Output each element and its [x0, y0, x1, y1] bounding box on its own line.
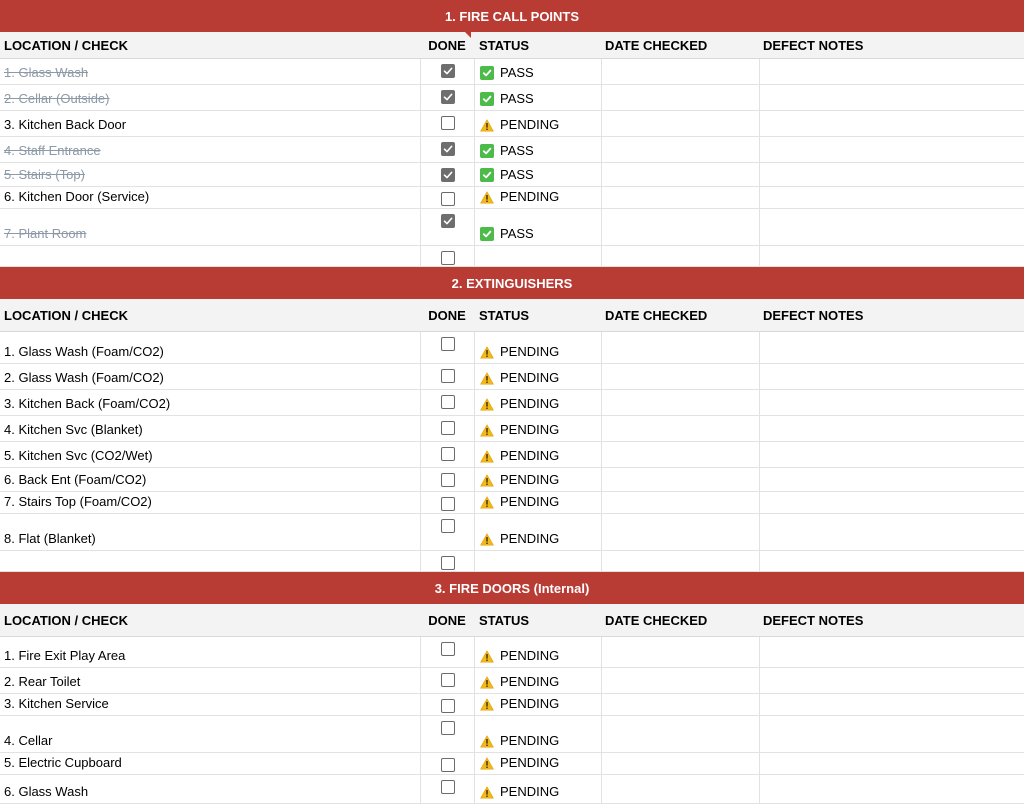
done-checkbox[interactable] — [441, 699, 455, 713]
status-label: PENDING — [500, 696, 560, 711]
date-checked-cell[interactable] — [601, 137, 759, 162]
location-label: 6. Kitchen Door (Service) — [4, 189, 150, 204]
status-label: PENDING — [500, 472, 560, 487]
done-cell[interactable] — [420, 163, 474, 186]
done-checkbox[interactable] — [441, 337, 455, 351]
status-cell[interactable] — [474, 390, 601, 415]
defect-notes-cell[interactable] — [759, 246, 1024, 266]
defect-notes-cell[interactable] — [759, 468, 1024, 491]
date-checked-cell[interactable] — [601, 209, 759, 245]
status-label: PENDING — [500, 674, 560, 689]
status-label: PASS — [500, 65, 534, 80]
defect-notes-cell[interactable] — [759, 637, 1024, 667]
defect-notes-cell[interactable] — [759, 668, 1024, 693]
table-row — [0, 390, 1024, 416]
status-cell[interactable] — [474, 514, 601, 550]
done-cell[interactable] — [420, 468, 474, 491]
table-row — [0, 468, 1024, 492]
defect-notes-cell[interactable] — [759, 332, 1024, 363]
status-label: PENDING — [500, 733, 560, 748]
warning-icon — [480, 785, 494, 799]
date-checked-cell[interactable] — [601, 111, 759, 136]
location-label: 1. Glass Wash — [4, 65, 89, 80]
column-header-date: DATE CHECKED — [605, 307, 708, 323]
column-header-status: STATUS — [479, 612, 530, 628]
date-checked-cell[interactable] — [601, 364, 759, 389]
defect-notes-cell[interactable] — [759, 716, 1024, 752]
location-label: 5. Electric Cupboard — [4, 755, 122, 770]
date-checked-cell[interactable] — [601, 59, 759, 84]
done-cell[interactable] — [420, 753, 474, 774]
warning-icon — [480, 649, 494, 663]
date-checked-cell[interactable] — [601, 492, 759, 513]
warning-icon — [480, 697, 494, 711]
status-cell[interactable] — [474, 59, 601, 84]
date-checked-cell[interactable] — [601, 442, 759, 467]
location-label: 2. Rear Toilet — [4, 674, 81, 689]
location-cell[interactable] — [0, 694, 420, 715]
status-label: PASS — [500, 143, 534, 158]
location-cell[interactable] — [0, 416, 420, 441]
status-cell[interactable] — [474, 468, 601, 491]
date-checked-cell[interactable] — [601, 468, 759, 491]
column-header-location: LOCATION / CHECK — [4, 307, 128, 323]
table-row — [0, 187, 1024, 209]
location-label: 6. Back Ent (Foam/CO2) — [4, 472, 147, 487]
defect-notes-cell[interactable] — [759, 775, 1024, 803]
table-row — [0, 716, 1024, 753]
date-checked-cell[interactable] — [601, 416, 759, 441]
location-label: 3. Kitchen Service — [4, 696, 109, 711]
status-cell[interactable] — [474, 694, 601, 715]
warning-icon — [480, 756, 494, 770]
column-header-location: LOCATION / CHECK — [4, 612, 128, 628]
column-header-done: DONE — [428, 612, 466, 628]
location-cell[interactable] — [0, 390, 420, 415]
defect-notes-cell[interactable] — [759, 551, 1024, 571]
location-cell[interactable] — [0, 209, 420, 245]
status-cell[interactable] — [474, 775, 601, 803]
done-checkbox[interactable] — [441, 556, 455, 570]
location-label: 8. Flat (Blanket) — [4, 531, 96, 546]
done-cell[interactable] — [420, 209, 474, 245]
done-cell[interactable] — [420, 246, 474, 266]
table-row — [0, 637, 1024, 668]
location-label: 5. Kitchen Svc (CO2/Wet) — [4, 448, 153, 463]
done-cell[interactable] — [420, 694, 474, 715]
table-row — [0, 775, 1024, 804]
defect-notes-cell[interactable] — [759, 514, 1024, 550]
date-checked-cell[interactable] — [601, 753, 759, 774]
date-checked-cell[interactable] — [601, 163, 759, 186]
date-checked-cell[interactable] — [601, 716, 759, 752]
column-header-notes: DEFECT NOTES — [763, 612, 864, 628]
status-label: PENDING — [500, 189, 560, 204]
done-cell[interactable] — [420, 390, 474, 415]
location-cell[interactable] — [0, 85, 420, 110]
done-checkbox[interactable] — [441, 64, 455, 78]
status-label: PENDING — [500, 648, 560, 663]
location-cell[interactable] — [0, 668, 420, 693]
done-cell[interactable] — [420, 442, 474, 467]
done-cell[interactable] — [420, 492, 474, 513]
status-cell[interactable] — [474, 416, 601, 441]
status-label: PENDING — [500, 448, 560, 463]
status-cell[interactable] — [474, 246, 601, 266]
table-row — [0, 137, 1024, 163]
done-cell[interactable] — [420, 187, 474, 208]
date-checked-cell[interactable] — [601, 694, 759, 715]
table-row — [0, 514, 1024, 551]
done-checkbox[interactable] — [441, 473, 455, 487]
check-square-icon — [480, 92, 494, 106]
table-row — [0, 332, 1024, 364]
done-checkbox[interactable] — [441, 497, 455, 511]
location-cell[interactable] — [0, 637, 420, 667]
section-banner: 3. FIRE DOORS (Internal) — [0, 572, 1024, 604]
location-cell[interactable] — [0, 137, 420, 162]
status-cell[interactable] — [474, 163, 601, 186]
done-checkbox[interactable] — [441, 251, 455, 265]
warning-icon — [480, 473, 494, 487]
table-row — [0, 163, 1024, 187]
location-label: 2. Glass Wash (Foam/CO2) — [4, 370, 164, 385]
warning-icon — [480, 345, 494, 359]
column-header-row — [0, 32, 1024, 59]
status-label: PENDING — [500, 755, 560, 770]
warning-icon — [480, 495, 494, 509]
table-row — [0, 492, 1024, 514]
location-label: 3. Kitchen Back Door — [4, 117, 127, 132]
date-checked-cell[interactable] — [601, 775, 759, 803]
location-label: 3. Kitchen Back (Foam/CO2) — [4, 396, 171, 411]
status-cell[interactable] — [474, 492, 601, 513]
table-row — [0, 209, 1024, 246]
location-cell[interactable] — [0, 59, 420, 84]
done-cell[interactable] — [420, 137, 474, 162]
check-square-icon — [480, 227, 494, 241]
date-checked-cell[interactable] — [601, 246, 759, 266]
column-header-row — [0, 299, 1024, 332]
status-cell[interactable] — [474, 753, 601, 774]
location-label: 6. Glass Wash — [4, 784, 89, 799]
location-cell[interactable] — [0, 111, 420, 136]
status-label: PENDING — [500, 117, 560, 132]
defect-notes-cell[interactable] — [759, 390, 1024, 415]
defect-notes-cell[interactable] — [759, 187, 1024, 208]
done-cell[interactable] — [420, 668, 474, 693]
warning-icon — [480, 449, 494, 463]
location-cell[interactable] — [0, 332, 420, 363]
location-label: 7. Stairs Top (Foam/CO2) — [4, 494, 152, 509]
location-cell[interactable] — [0, 716, 420, 752]
column-header-status: STATUS — [479, 37, 530, 53]
done-cell[interactable] — [420, 716, 474, 752]
table-row — [0, 111, 1024, 137]
done-checkbox[interactable] — [441, 214, 455, 228]
done-cell[interactable] — [420, 111, 474, 136]
table-row — [0, 753, 1024, 775]
location-cell[interactable] — [0, 442, 420, 467]
defect-notes-cell[interactable] — [759, 416, 1024, 441]
column-header-notes: DEFECT NOTES — [763, 307, 864, 323]
location-cell[interactable] — [0, 753, 420, 774]
check-square-icon — [480, 66, 494, 80]
defect-notes-cell[interactable] — [759, 209, 1024, 245]
table-row — [0, 59, 1024, 85]
date-checked-cell[interactable] — [601, 668, 759, 693]
defect-notes-cell[interactable] — [759, 137, 1024, 162]
location-label: 4. Cellar — [4, 733, 53, 748]
date-checked-cell[interactable] — [601, 187, 759, 208]
location-cell[interactable] — [0, 163, 420, 186]
date-checked-cell[interactable] — [601, 332, 759, 363]
table-row — [0, 442, 1024, 468]
status-cell[interactable] — [474, 442, 601, 467]
done-checkbox[interactable] — [441, 780, 455, 794]
column-header-done: DONE — [428, 307, 466, 323]
location-cell[interactable] — [0, 246, 420, 266]
location-label: 2. Cellar (Outside) — [4, 91, 110, 106]
done-checkbox[interactable] — [441, 369, 455, 383]
status-cell[interactable] — [474, 85, 601, 110]
location-cell[interactable] — [0, 468, 420, 491]
status-label: PENDING — [500, 370, 560, 385]
done-checkbox[interactable] — [441, 192, 455, 206]
location-label: 1. Fire Exit Play Area — [4, 648, 126, 663]
warning-icon — [480, 675, 494, 689]
done-checkbox[interactable] — [441, 142, 455, 156]
status-cell[interactable] — [474, 716, 601, 752]
done-cell[interactable] — [420, 775, 474, 803]
warning-icon — [480, 734, 494, 748]
table-row — [0, 246, 1024, 267]
defect-notes-cell[interactable] — [759, 492, 1024, 513]
section-banner: 2. EXTINGUISHERS — [0, 267, 1024, 299]
column-header-done: DONE — [428, 37, 466, 53]
date-checked-cell[interactable] — [601, 390, 759, 415]
defect-notes-cell[interactable] — [759, 364, 1024, 389]
status-label: PENDING — [500, 344, 560, 359]
status-label: PENDING — [500, 422, 560, 437]
warning-icon — [480, 371, 494, 385]
column-header-row — [0, 604, 1024, 637]
table-row — [0, 364, 1024, 390]
status-cell[interactable] — [474, 137, 601, 162]
done-checkbox[interactable] — [441, 395, 455, 409]
date-checked-cell[interactable] — [601, 551, 759, 571]
done-checkbox[interactable] — [441, 642, 455, 656]
done-checkbox[interactable] — [441, 447, 455, 461]
warning-icon — [480, 397, 494, 411]
section-banner: 1. FIRE CALL POINTS — [0, 0, 1024, 32]
defect-notes-cell[interactable] — [759, 753, 1024, 774]
status-cell[interactable] — [474, 209, 601, 245]
check-square-icon — [480, 144, 494, 158]
status-cell[interactable] — [474, 668, 601, 693]
column-header-date: DATE CHECKED — [605, 37, 708, 53]
done-checkbox[interactable] — [441, 168, 455, 182]
done-checkbox[interactable] — [441, 421, 455, 435]
status-label: PASS — [500, 91, 534, 106]
defect-notes-cell[interactable] — [759, 59, 1024, 84]
location-label: 4. Staff Entrance — [4, 143, 101, 158]
location-cell[interactable] — [0, 775, 420, 803]
done-cell[interactable] — [420, 364, 474, 389]
column-header-notes: DEFECT NOTES — [763, 37, 864, 53]
status-cell[interactable] — [474, 364, 601, 389]
location-cell[interactable] — [0, 514, 420, 550]
table-row — [0, 551, 1024, 572]
done-checkbox[interactable] — [441, 116, 455, 130]
column-header-status: STATUS — [479, 307, 530, 323]
done-cell[interactable] — [420, 332, 474, 363]
defect-notes-cell[interactable] — [759, 111, 1024, 136]
defect-notes-cell[interactable] — [759, 442, 1024, 467]
location-cell[interactable] — [0, 364, 420, 389]
table-row — [0, 694, 1024, 716]
status-cell[interactable] — [474, 637, 601, 667]
status-label: PENDING — [500, 494, 560, 509]
location-label: 7. Plant Room — [4, 226, 87, 241]
done-cell[interactable] — [420, 59, 474, 84]
column-header-location: LOCATION / CHECK — [4, 37, 128, 53]
warning-icon — [480, 190, 494, 204]
status-label: PASS — [500, 167, 534, 182]
done-cell[interactable] — [420, 551, 474, 571]
location-label: 5. Stairs (Top) — [4, 167, 85, 182]
table-row — [0, 416, 1024, 442]
done-checkbox[interactable] — [441, 758, 455, 772]
status-label: PENDING — [500, 531, 560, 546]
location-cell[interactable] — [0, 551, 420, 571]
check-square-icon — [480, 168, 494, 182]
location-cell[interactable] — [0, 492, 420, 513]
status-cell[interactable] — [474, 551, 601, 571]
status-cell[interactable] — [474, 187, 601, 208]
done-cell[interactable] — [420, 514, 474, 550]
warning-icon — [480, 118, 494, 132]
done-checkbox[interactable] — [441, 519, 455, 533]
done-checkbox[interactable] — [441, 90, 455, 104]
done-checkbox[interactable] — [441, 673, 455, 687]
location-label: 1. Glass Wash (Foam/CO2) — [4, 344, 164, 359]
done-cell[interactable] — [420, 85, 474, 110]
status-label: PASS — [500, 226, 534, 241]
location-cell[interactable] — [0, 187, 420, 208]
done-checkbox[interactable] — [441, 721, 455, 735]
done-cell[interactable] — [420, 637, 474, 667]
defect-notes-cell[interactable] — [759, 85, 1024, 110]
location-label: 4. Kitchen Svc (Blanket) — [4, 422, 143, 437]
defect-notes-cell[interactable] — [759, 694, 1024, 715]
status-cell[interactable] — [474, 111, 601, 136]
date-checked-cell[interactable] — [601, 85, 759, 110]
table-row — [0, 85, 1024, 111]
status-label: PENDING — [500, 784, 560, 799]
date-checked-cell[interactable] — [601, 514, 759, 550]
status-label: PENDING — [500, 396, 560, 411]
done-cell[interactable] — [420, 416, 474, 441]
defect-notes-cell[interactable] — [759, 163, 1024, 186]
column-header-date: DATE CHECKED — [605, 612, 708, 628]
comment-indicator[interactable] — [465, 32, 471, 38]
date-checked-cell[interactable] — [601, 637, 759, 667]
warning-icon — [480, 532, 494, 546]
warning-icon — [480, 423, 494, 437]
status-cell[interactable] — [474, 332, 601, 363]
table-row — [0, 668, 1024, 694]
